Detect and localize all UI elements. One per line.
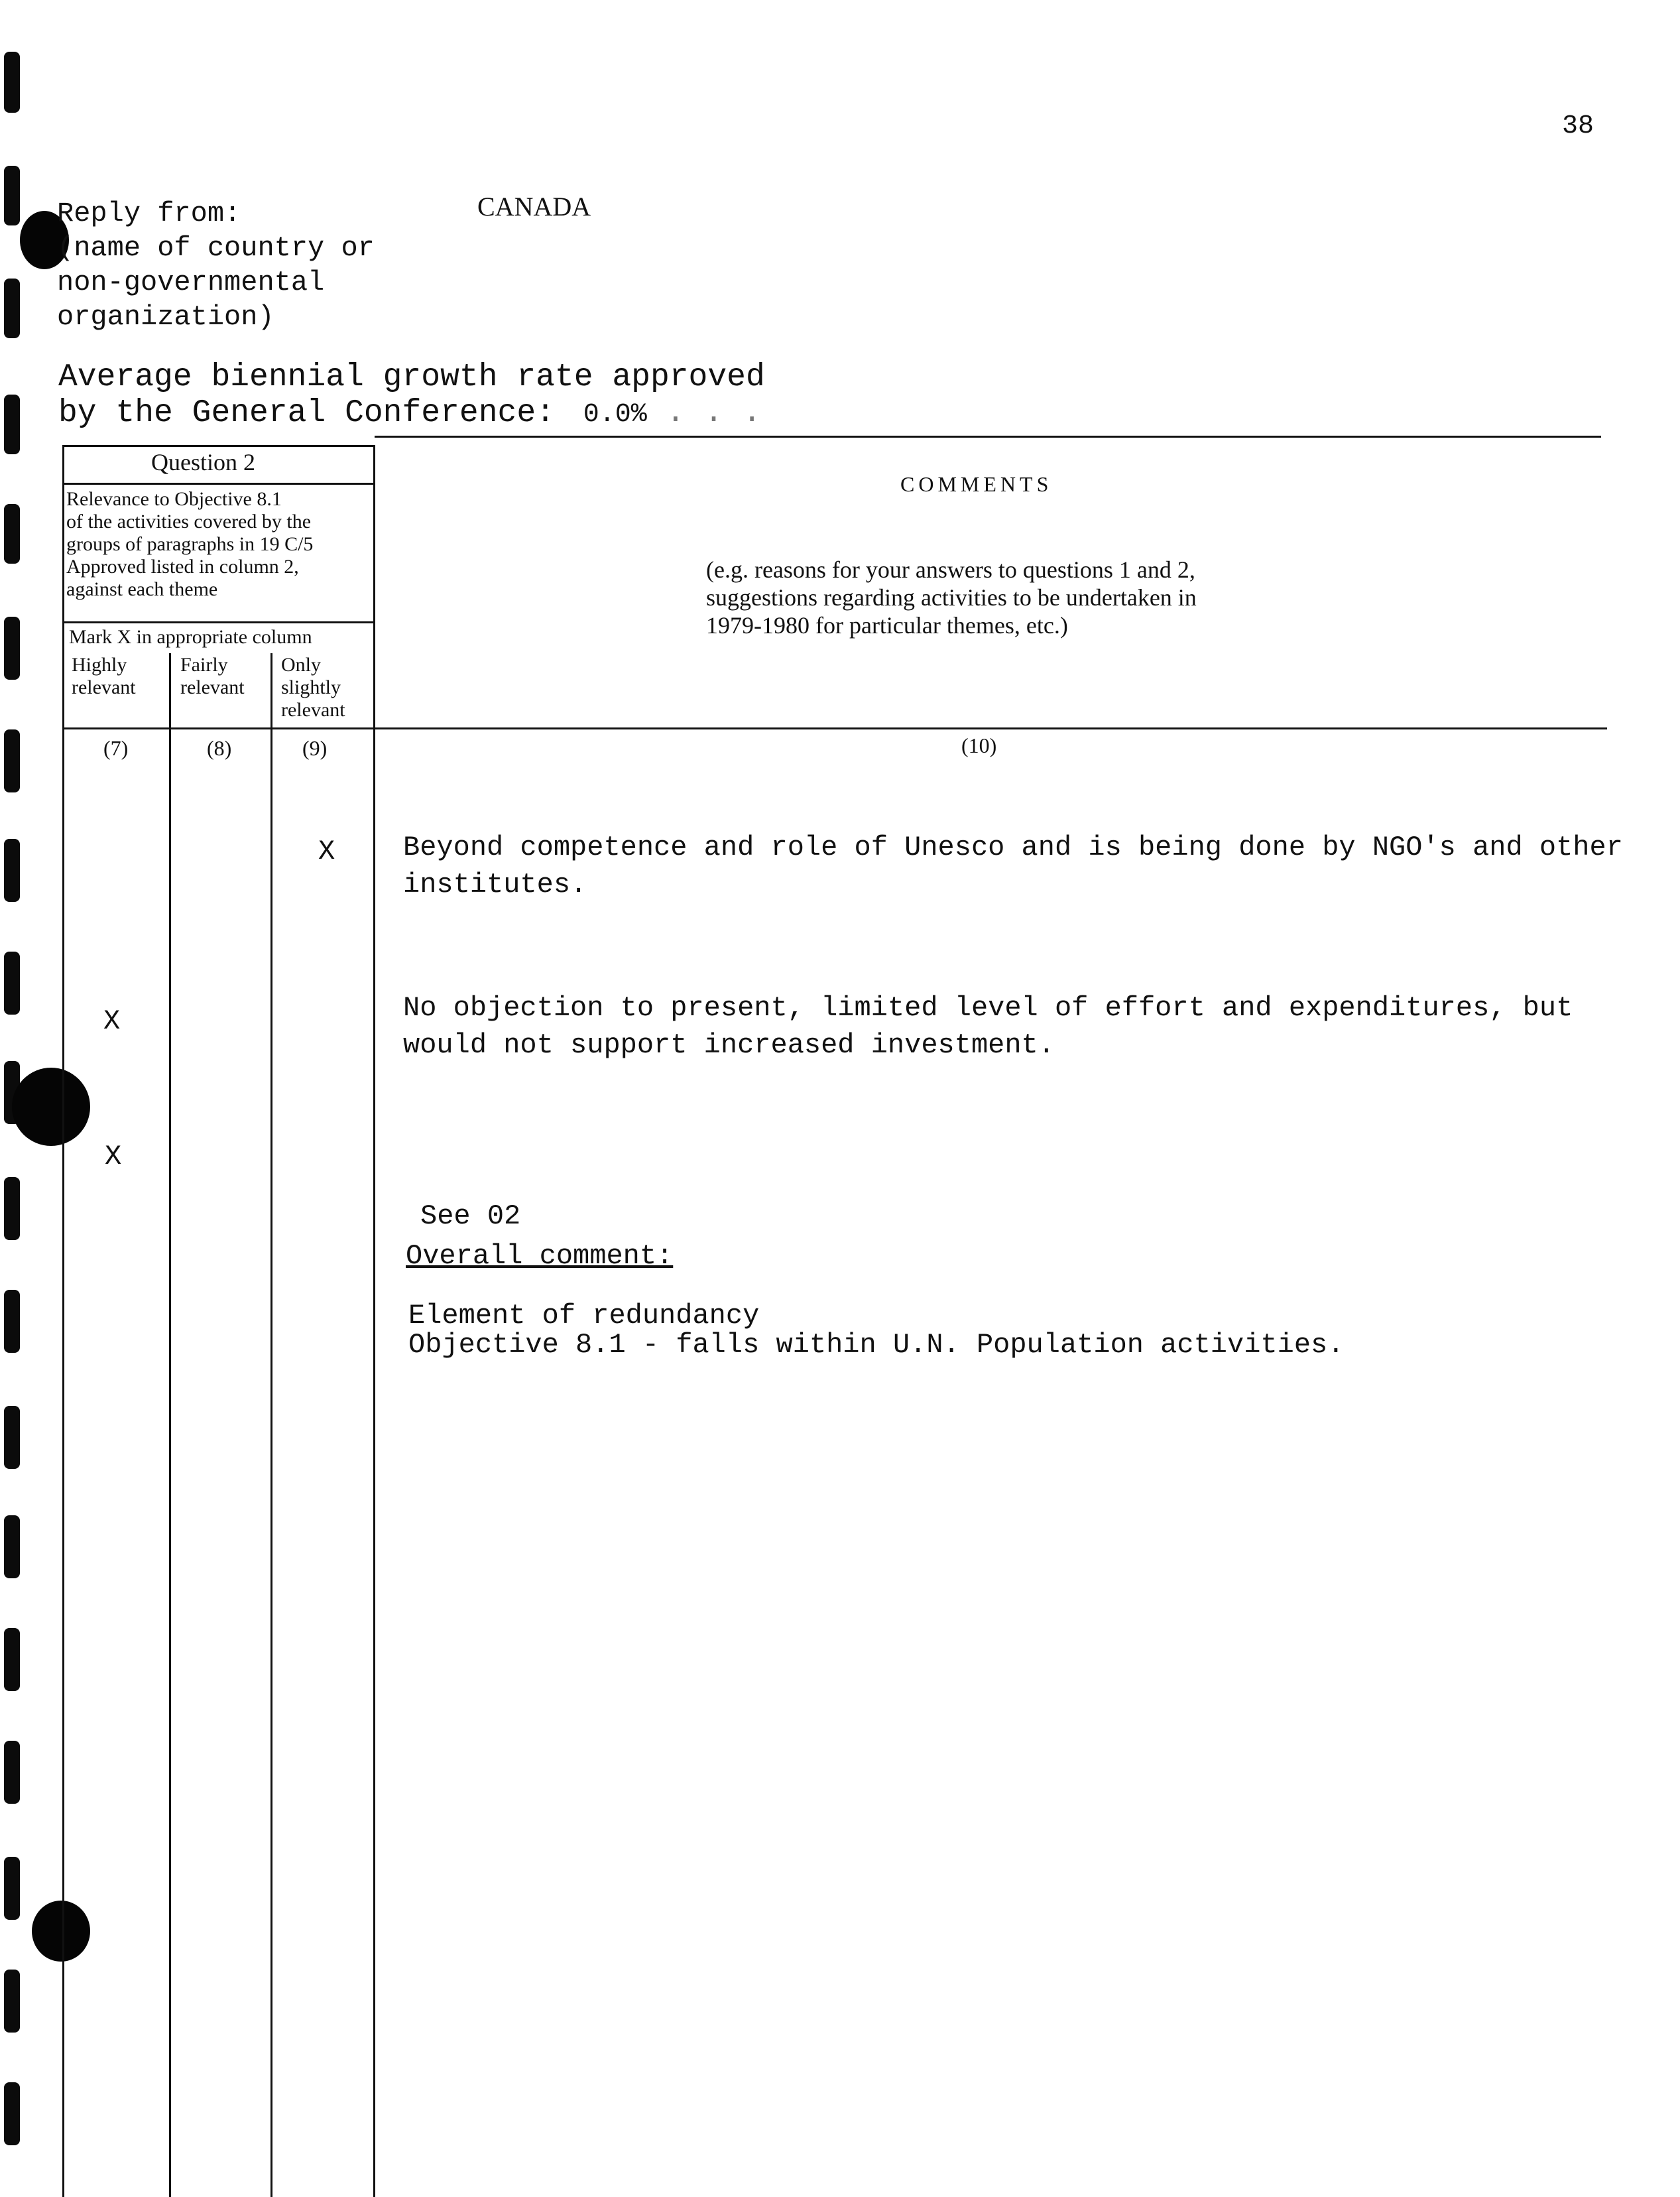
growth-value: 0.0% (583, 400, 647, 430)
column-label-line: Only (281, 654, 321, 676)
binding-bar (4, 1857, 20, 1920)
column-label-line: relevant (281, 699, 345, 721)
relevance-line: groups of paragraphs in 19 C/5 (66, 533, 314, 555)
column-label-fairly-relevant (180, 654, 245, 699)
binding-bar (4, 1290, 20, 1353)
column-label-line: Highly (72, 654, 127, 676)
relevance-line: Approved listed in column 2, (66, 556, 299, 578)
overall-comment-line: Element of redundancy (408, 1300, 760, 1332)
column-label-line: slightly (281, 676, 341, 698)
growth-line-2: by the General Conference: (58, 395, 555, 431)
reply-from-subline: (name of country or (57, 232, 375, 264)
question-box-top (62, 445, 375, 447)
comment-line: would not support increased investment. (403, 1029, 1055, 1061)
relevance-line: Relevance to Objective 8.1 (66, 488, 282, 510)
column-label-line: Fairly (180, 654, 228, 676)
relevance-line: of the activities covered by the (66, 511, 312, 533)
table-left-border (62, 445, 64, 2197)
question-box-rule (62, 621, 375, 623)
binding-bar (4, 395, 20, 454)
binding-bar (4, 1515, 20, 1578)
reply-country: CANADA (477, 192, 591, 221)
entry-comment (403, 989, 1573, 1064)
binding-bar (4, 839, 20, 902)
entry-mark-highly-relevant: X (105, 1141, 122, 1172)
comment-line: No objection to present, limited level of effort and expenditures, but (403, 992, 1573, 1024)
table-header-bottom (62, 727, 1607, 729)
relevance-description (66, 488, 313, 601)
growth-rate-block: Average biennial growth rate approved by the General Conference: 0.0% . . . (58, 359, 765, 431)
comments-hint-line: suggestions regarding activities to be undertaken in (706, 584, 1197, 611)
column-number: (8) (207, 736, 232, 760)
column-number: (9) (302, 736, 328, 760)
relevance-line: against each theme (66, 578, 218, 600)
reply-from-subline: organization) (57, 301, 274, 333)
column-label-line: relevant (180, 676, 245, 698)
column-divider (169, 653, 171, 2197)
column-label-only-slightly-relevant (281, 654, 345, 722)
column-label-highly-relevant (72, 654, 136, 699)
overall-comment-line: Objective 8.1 - falls within U.N. Population activities. (408, 1329, 1345, 1361)
question-title: Question 2 (151, 449, 255, 475)
reply-from-block (57, 196, 375, 334)
binding-bar (4, 166, 20, 225)
reply-from-label: Reply from: (57, 198, 241, 229)
punch-hole (12, 1068, 90, 1146)
mark-instruction: Mark X in appropriate column (69, 626, 312, 648)
entry-comment (403, 829, 1623, 903)
column-label-line: relevant (72, 676, 136, 698)
entry-mark-highly-relevant: X (103, 1005, 121, 1037)
reply-from-subline: non-governmental (57, 267, 325, 298)
comments-hint (706, 556, 1197, 639)
punch-hole (32, 1901, 90, 1962)
comments-hint-line: (e.g. reasons for your answers to questions 1 and 2, (706, 556, 1195, 583)
binding-bar (4, 279, 20, 338)
binding-bar (4, 617, 20, 680)
binding-bar (4, 1177, 20, 1240)
binding-bar (4, 729, 20, 792)
column-number: (7) (103, 736, 129, 760)
overall-comment-body (408, 1301, 1344, 1359)
page-number: 38 (1561, 111, 1594, 141)
comments-heading: COMMENTS (900, 472, 1053, 496)
entry-mark-only-slightly-relevant: X (318, 836, 335, 867)
comments-column-border (373, 445, 375, 2197)
binding-bar (4, 1406, 20, 1469)
column-number: (10) (961, 733, 997, 757)
binding-bar (4, 1741, 20, 1804)
question-box-rule (62, 483, 375, 485)
binding-bar (4, 1970, 20, 2033)
comment-line: institutes. (403, 869, 587, 901)
binding-bar (4, 52, 20, 113)
binding-bar (4, 952, 20, 1015)
column-divider (270, 653, 272, 2197)
see-note: See 02 (420, 1200, 521, 1232)
table-top-rule (375, 436, 1601, 438)
comment-line: Beyond competence and role of Unesco and is being done by NGO's and other (403, 832, 1623, 863)
binding-bar (4, 1628, 20, 1691)
comments-hint-line: 1979-1980 for particular themes, etc.) (706, 612, 1068, 639)
binding-bar (4, 2082, 20, 2145)
growth-line-1: Average biennial growth rate approved (58, 359, 765, 395)
overall-comment-heading: Overall comment: (406, 1240, 674, 1272)
binding-bar (4, 504, 20, 564)
